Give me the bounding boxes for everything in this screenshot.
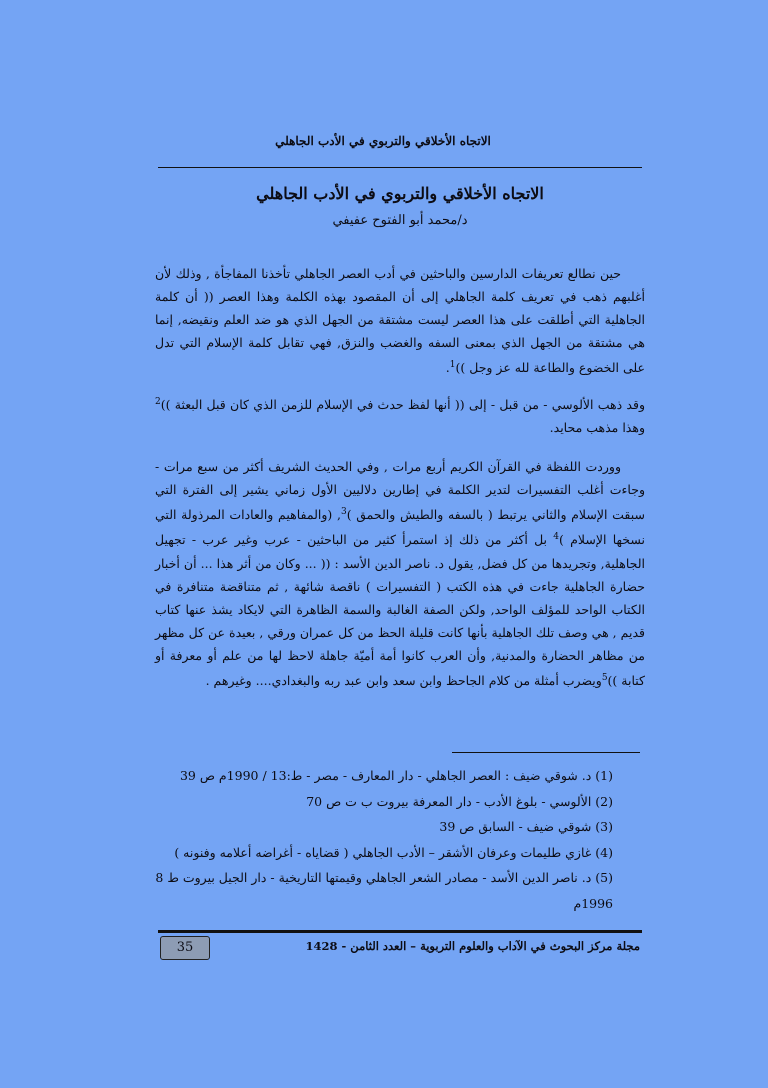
footnote-divider [452, 752, 640, 753]
article-author: د/محمد أبو الفتوح عفيفي [332, 213, 468, 228]
running-header: الاتجاه الأخلاقي والتربوي في الأدب الجاهلي [275, 134, 491, 148]
header-divider [158, 167, 642, 168]
footnote-ref-1: 1 [449, 360, 456, 370]
paragraph-2-text: وقد ذهب الألوسي - من قبل - إلى (( أنها لفظ حدث في الإسلام للزمن الذي كان قبل البعثة )) [160, 397, 645, 413]
footnote-1: (1) د. شوقي ضيف : العصر الجاهلي - دار المعارف - مصر - ط:13 / 1990م ص 39 [179, 768, 613, 783]
footnote-ref-3: 3 [340, 507, 347, 518]
paragraph-3-text-c: بل أكثر من ذلك إذ استمرأ كثير من الباحثين - عرب وغير عرب - تجهيل الجاهلية, وتجريدها من كل فضل, يقول د. ناصر الدين الأسد : (( ... وكان من أثر هذا ... أن أخبار حضارة الجاهلية جاءت في هذه الكتب ( التفسيرات ) ناقصة شائهة , ثم متناقضة متنافرة في الكتاب الواحد للمؤلف الواحد, ولكن الصفة الغالبة والسمة الظاهرة التي لايكاد يشذ عنها كتاب قديم , هي وصف تلك الجاهلية بأنها كانت قليلة الحظ من كل عمران ورقي , بعيدة عن كل مظهر من مظاهر الحضارة والمدنية, وأن العرب كانوا أمة أميّة جاهلة لاحظ لها من علم أو معرفة أو كتابة )) [155, 532, 645, 688]
article-body [155, 262, 645, 704]
footnote-5: (5) د. ناصر الدين الأسد - مصادر الشعر الجاهلي وقيمتها التاريخية - دار الجيل بيروت ط 8 [155, 870, 613, 885]
footnote-4: (4) غازي طليمات وعرفان الأشقر – الأدب الجاهلي ( قضاياه - أغراضه أعلامه وفنونه ) [174, 844, 613, 860]
footnote-ref-4: 4 [553, 532, 560, 543]
footnote-ref-5: 5 [601, 672, 608, 683]
page-number: 35 [160, 936, 210, 960]
paragraph-2-end: وهذا مذهب محايد. [549, 420, 645, 436]
footnotes [143, 763, 613, 916]
paragraph-3-text-b: , (والمفاهيم والعادات المرذولة التي نسخها الإسلام ) [155, 507, 645, 548]
paragraph-3-text-a: ووردت اللفظة في القرآن الكريم أربع مرات , وفي الحديث الشريف أكثر من سبع مرات - وجاءت أغلب التفسيرات لتدير الكلمة في إطارين دلاليين الأول زماني يشير إلى الفترة التي سبقت الإسلام والثاني يرتبط ( بالسفه والطيش والحمق ) [155, 459, 645, 523]
paragraph-3-text-d: ويضرب أمثلة من كلام الجاحظ وابن سعد وابن عبد ربه والبغدادي.... وغيرهم . [205, 672, 602, 688]
article-title: الاتجاه الأخلاقي والتربوي في الأدب الجاهلي [256, 184, 544, 203]
paragraph-2 [155, 391, 645, 439]
paragraph-1-end: . [445, 360, 450, 376]
paragraph-1-text: حين نطالع تعريفات الدارسين والباحثين في أدب العصر الجاهلي تأخذنا المفاجأة , وذلك لأن أغلبهم ذهب في تعريف كلمة الجاهلي إلى أن المقصود بهذه الكلمة وهذا العصر (( أن كلمة الجاهلية التي أطلقت على هذا العصر ليست مشتقة من الجهل الذي هو ضد العلم ونقيضه, إنما هي مشتقة من الجهل الذي بمعنى السفه والغضب والنزق, فهي تقابل كلمة الإسلام التي تدل على الخضوع والطاعة لله عز وجل )) [155, 266, 645, 376]
footnote-2: (2) الألوسي - بلوغ الأدب - دار المعرفة بيروت ب ت ص 70 [306, 793, 613, 809]
footnote-3: (3) شوقي ضيف - السابق ص 39 [439, 819, 613, 834]
journal-footer: مجلة مركز البحوث في الآداب والعلوم التربوية – العدد الثامن - 1428 [305, 939, 640, 953]
footer-divider [158, 930, 642, 933]
paragraph-1 [155, 262, 645, 379]
footnote-ref-2: 2 [155, 397, 161, 408]
footnote-5-continued: 1996م [573, 895, 613, 911]
paragraph-3 [155, 455, 645, 691]
